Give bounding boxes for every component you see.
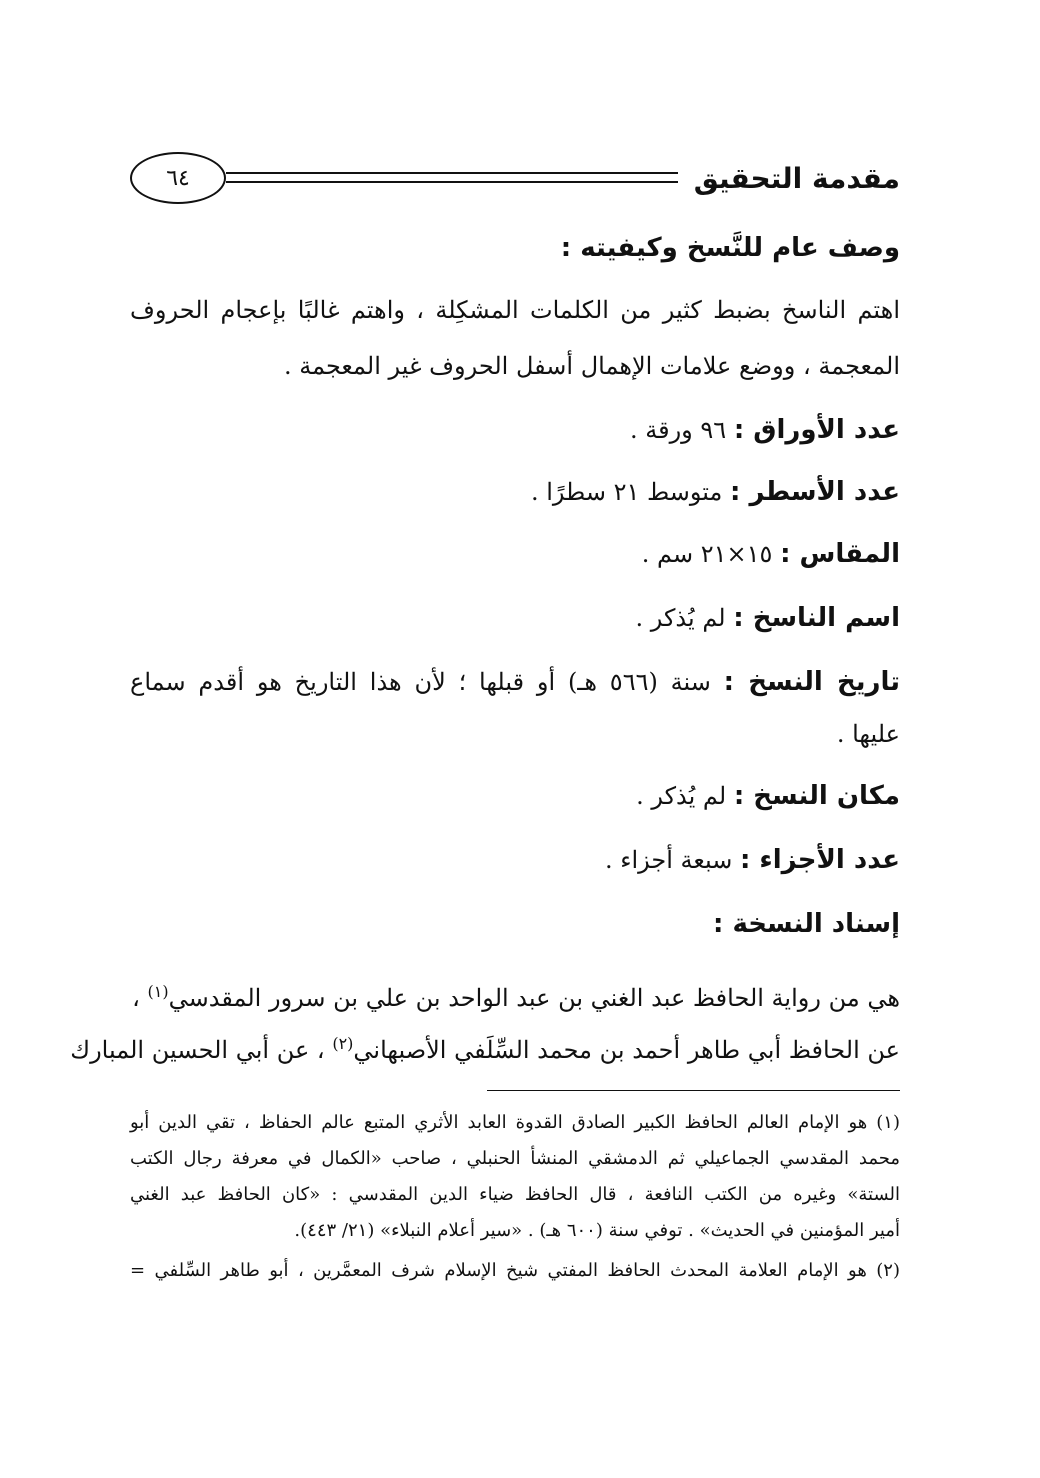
- footnote-2-line: (٢) هو الإمام العلامة المحدث الحافظ المفتي شيخ الإسلام شرف المعمَّرين ، أبو طاهر السِّلفي =: [130, 1260, 900, 1281]
- field-value: سنة (٥٦٦ هـ) أو قبلها ؛ لأن هذا التاريخ هو أقدم سماع: [130, 668, 711, 696]
- footnote-ref-2[interactable]: (٢): [332, 1034, 354, 1053]
- field-value: ٩٦ ورقة .: [629, 416, 727, 444]
- running-title: مقدمة التحقيق: [693, 161, 900, 195]
- field-volumes: [130, 834, 900, 886]
- footnote-ref-1[interactable]: (١): [147, 982, 169, 1001]
- intro-line-2: المعجمة ، ووضع علامات الإهمال أسفل الحروف غير المعجمة .: [283, 352, 900, 380]
- field-lines: [130, 466, 900, 518]
- isnad-line-2: [70, 1018, 900, 1076]
- isnad-text-1: هي من رواية الحافظ عبد الغني بن عبد الواحد بن علي بن سرور المقدسي: [168, 984, 900, 1012]
- section-title-line: [130, 222, 900, 274]
- running-title-wrap: [678, 150, 900, 206]
- field-value: سبعة أجزاء .: [604, 846, 733, 874]
- field-label: اسم الناسخ :: [733, 603, 900, 633]
- intro-line-1: اهتم الناسخ بضبط كثير من الكلمات المشكِلة ، واهتم غالبًا بإعجام الحروف: [130, 296, 900, 324]
- field-value: متوسط ٢١ سطرًا .: [531, 478, 723, 506]
- isnad-text-2-end: ، عن أبي الحسين المبارك: [70, 1036, 333, 1064]
- field-place: [130, 770, 900, 822]
- footnote-1-line: محمد المقدسي الجماعيلي ثم الدمشقي المنشأ الحنبلي ، صاحب «الكمال في معرفة رجال الكتب: [130, 1148, 900, 1169]
- field-value: ١٥×٢١ سم .: [641, 540, 773, 568]
- field-date: [130, 656, 900, 708]
- isnad-title: إسناد النسخة :: [713, 909, 900, 939]
- isnad-title-line: [130, 898, 900, 950]
- footnote-1-line: (١) هو الإمام العالم الحافظ الكبير الصادق القدوة العابد الأثري المتبع عالم الحفاظ ، تقي الدين أبو: [130, 1112, 900, 1133]
- isnad-text-1-end: ،: [132, 984, 148, 1012]
- field-label: عدد الأسطر :: [730, 477, 900, 507]
- page-number: ٦٤: [130, 152, 226, 204]
- field-date-continuation: عليها .: [836, 720, 900, 748]
- field-label: عدد الأجزاء :: [739, 845, 900, 875]
- field-label: تاريخ النسخ :: [723, 667, 900, 697]
- field-value: لم يُذكر .: [635, 604, 726, 632]
- isnad-text-2: عن الحافظ أبي طاهر أحمد بن محمد السِّلَفي الأصبهاني: [353, 1036, 900, 1064]
- field-copyist: [130, 592, 900, 644]
- field-leaves: [130, 404, 900, 456]
- footnote-separator: [487, 1090, 900, 1091]
- section-title: وصف عام للنَّسخ وكيفيته :: [560, 233, 900, 263]
- footnote-1-line: أمير المؤمنين في الحديث» . توفي سنة (٦٠٠ هـ) . «سير أعلام النبلاء» (٢١/ ٤٤٣).: [294, 1220, 900, 1241]
- page-header: [130, 150, 900, 210]
- field-label: مكان النسخ :: [733, 781, 900, 811]
- field-label: المقاس :: [780, 539, 900, 569]
- isnad-line-1: [130, 966, 900, 1024]
- field-label: عدد الأوراق :: [733, 415, 900, 445]
- field-size: [130, 528, 900, 580]
- footnote-1-line: الستة» وغيره من الكتب النافعة ، قال الحافظ ضياء الدين المقدسي : «كان الحافظ عبد الغني: [130, 1184, 900, 1205]
- field-value: لم يُذكر .: [636, 782, 727, 810]
